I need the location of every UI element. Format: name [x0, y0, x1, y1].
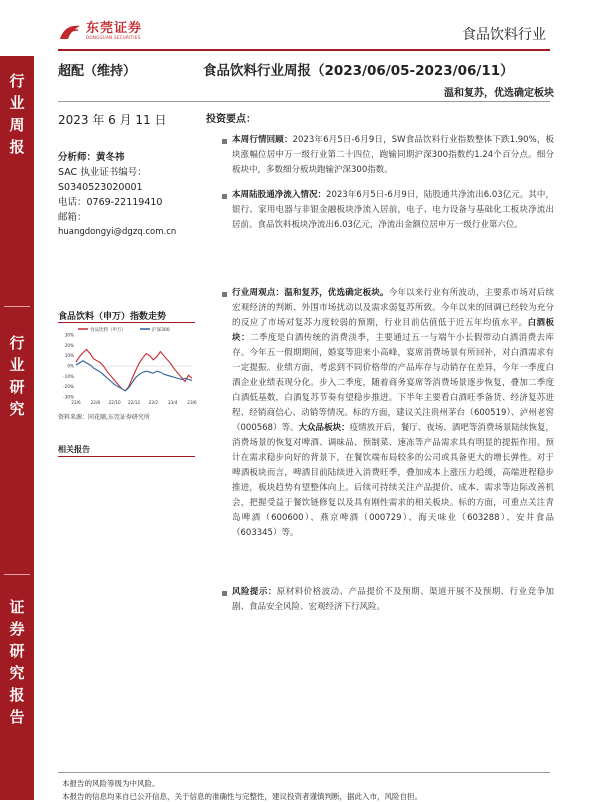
cert-number: S0340523020001 — [58, 182, 143, 193]
y-tick-label: 20% — [64, 342, 74, 348]
sidebar-label-securities-report: 证 券 研 究 报 告 — [9, 598, 25, 726]
legend-label: 食品饮料（申万） — [90, 328, 126, 333]
section-text: 今年以来行业有所波动，主要系市场对后续宏观经济的判断、外围市场扰动以及需求弱复苏所致。今年以来的回调已经较为充分的反应了市场对复苏力度较弱的预期，行业目前估值低于近五年均值水平。 — [232, 288, 554, 328]
report-title: 食品饮料行业周报（2023/06/05-2023/06/11） — [203, 63, 514, 79]
sidebar-divider — [4, 306, 30, 307]
y-tick-label: 0% — [67, 363, 74, 369]
related-reports-heading: 相关报告 — [58, 445, 90, 454]
footer-divider — [58, 772, 550, 773]
y-tick-label: -30% — [63, 394, 74, 400]
section-northbound-flow — [232, 188, 554, 233]
sidebar — [0, 56, 34, 800]
title-divider — [58, 101, 550, 102]
analyst-name: 黄冬祎 — [96, 152, 125, 163]
header-industry: 食品饮料行业 — [462, 27, 546, 43]
analyst-info — [58, 150, 203, 240]
y-tick-label: -10% — [63, 373, 74, 379]
analyst-phone: 电话：0769-22119410 — [58, 197, 163, 208]
series-line — [76, 350, 192, 391]
x-tick-label: 23/4 — [167, 400, 178, 405]
logo-name: 东莞证券 — [86, 21, 143, 36]
chart-title-divider — [58, 322, 195, 323]
series-line — [76, 361, 192, 391]
x-tick-label: 22/12 — [127, 400, 141, 405]
x-tick-label: 22/6 — [71, 400, 81, 405]
analyst-email[interactable]: huangdongyi@dgzq.com.cn — [58, 227, 177, 237]
header-divider — [58, 49, 550, 51]
analyst-label: 分析师： — [58, 152, 97, 163]
section-industry-view — [232, 286, 554, 541]
related-reports-divider — [58, 456, 195, 457]
bullet-icon — [222, 194, 227, 199]
footer-disclaimer: 本报告的信息均来自已公开信息，关于信息的准确性与完整性，建议投资者谨慎判断，据此入市，风险自担。 — [62, 792, 422, 801]
rating: 超配（维持） — [58, 64, 137, 79]
email-label: 邮箱： — [58, 212, 87, 223]
sidebar-label-research: 行 业 研 究 — [9, 334, 25, 418]
section-lead: 行业周观点：温和复苏，优选确定板块。 — [232, 288, 389, 298]
index-trend-chart — [58, 325, 195, 410]
sidebar-label-weekly: 行 业 周 报 — [9, 72, 25, 156]
section-lead: 风险提示： — [232, 587, 277, 597]
section-weekly-review — [232, 133, 554, 178]
x-tick-label: 22/8 — [90, 400, 101, 405]
bullet-icon — [222, 139, 227, 144]
footer-risk-level: 本报告的风险等级为中风险。 — [62, 779, 160, 788]
mass-goods-text: 疫情放开后，餐厅、夜场、酒吧等消费场景陆续恢复，消费场景的恢复对啤酒、调味品、预制菜、速冻等产品需求具有明显的提振作用。预计在需求稳步向好的背景下，在餐饮端布局较多的公司或具备更大的增长弹性。对于啤酒板块而言，啤酒目前陆续进入消费旺季，叠加成本上涨压力趋缓，高端进程稳步推进，板块趋势有望整体向上。后续可持续关注产品提价、成本、需求等边际改善机会，把握受益于餐饮链修复以及具有刚性需求的相关板块。标的方面，可重点关注青岛啤酒（600600）、燕京啤酒（000729）、海天味业（603288）、安井食品（603345）等。 — [232, 423, 554, 538]
x-tick-label: 23/2 — [148, 400, 159, 405]
section-text: 原材料价格波动、产品提价不及预期、渠道开展不及预期、行业竞争加剧、食品安全风险、宏观经济下行风险。 — [232, 587, 554, 612]
chart-title: 食品饮料（申万）指数走势 — [58, 312, 167, 322]
section-text: 2023年6月5日-6月9日，SW食品饮料行业指数整体下跌1.90%，板块涨幅位居申万一级行业第二十四位，跑输同期沪深300指数约1.24个百分点。细分板块中，多数细分板块跑输沪深300指数。 — [232, 135, 554, 175]
logo-mark-icon — [58, 23, 82, 41]
section-lead: 本周陆股通净流入情况： — [232, 190, 327, 200]
report-date: 2023 年 6 月 11 日 — [58, 113, 167, 127]
x-tick-label: 22/10 — [108, 400, 121, 405]
section-text: 2023年6月5日-6月9日，陆股通共净流出6.03亿元。其中，银行、家用电器与非银金融板块净流入居前，电子、电力设备与基础化工板块净流出居前。食品饮料板块净流出6.03亿元，净流出金额位居申万一级行业第六位。 — [232, 190, 554, 230]
company-logo — [58, 22, 142, 41]
baijiu-text: 二季度是白酒传统的消费淡季，主要通过五一与端午小长假带动白酒消费去库存。今年五一假期期间，婚宴等迎来小高峰，宴席消费场景有所回补，对白酒需求有一定提振。业绩方面，考虑到不同价格带的产品库存与动销存在差异，今年一季度白酒企业业绩表现分化。步入二季度，随着商务宴席等消费场景逐步恢复，叠加二季度白酒低基数，白酒复苏节奏有望稳步推进。下半年主要看白酒旺季备货、经济复苏进程、经销商信心、动销等情况。标的方面，建议关注贵州茅台（600519）、泸州老窖（000568）等。 — [232, 333, 554, 433]
y-tick-label: 30% — [64, 332, 74, 338]
section-lead: 本周行情回顾： — [232, 135, 293, 145]
mass-goods-subheading: 大众品板块： — [298, 423, 350, 433]
sidebar-divider — [4, 574, 30, 575]
legend-label: 沪深300 — [152, 328, 170, 333]
chart-source: 资料来源：同花顺,东莞证券研究所 — [58, 414, 150, 421]
bullet-icon — [222, 591, 227, 596]
logo-english-name: DONGGUAN SECURITIES — [86, 35, 141, 40]
report-subtitle: 温和复苏，优选确定板块 — [444, 88, 554, 99]
investment-points-heading: 投资要点： — [206, 114, 256, 125]
section-risk-warning — [232, 585, 554, 615]
cert-label: SAC 执业证书编号： — [58, 167, 147, 178]
y-tick-label: -20% — [63, 384, 74, 390]
x-tick-label: 23/6 — [187, 400, 197, 405]
y-tick-label: 10% — [64, 353, 74, 359]
bullet-icon — [222, 292, 227, 297]
baijiu-subheading: 白酒板块： — [232, 318, 554, 343]
